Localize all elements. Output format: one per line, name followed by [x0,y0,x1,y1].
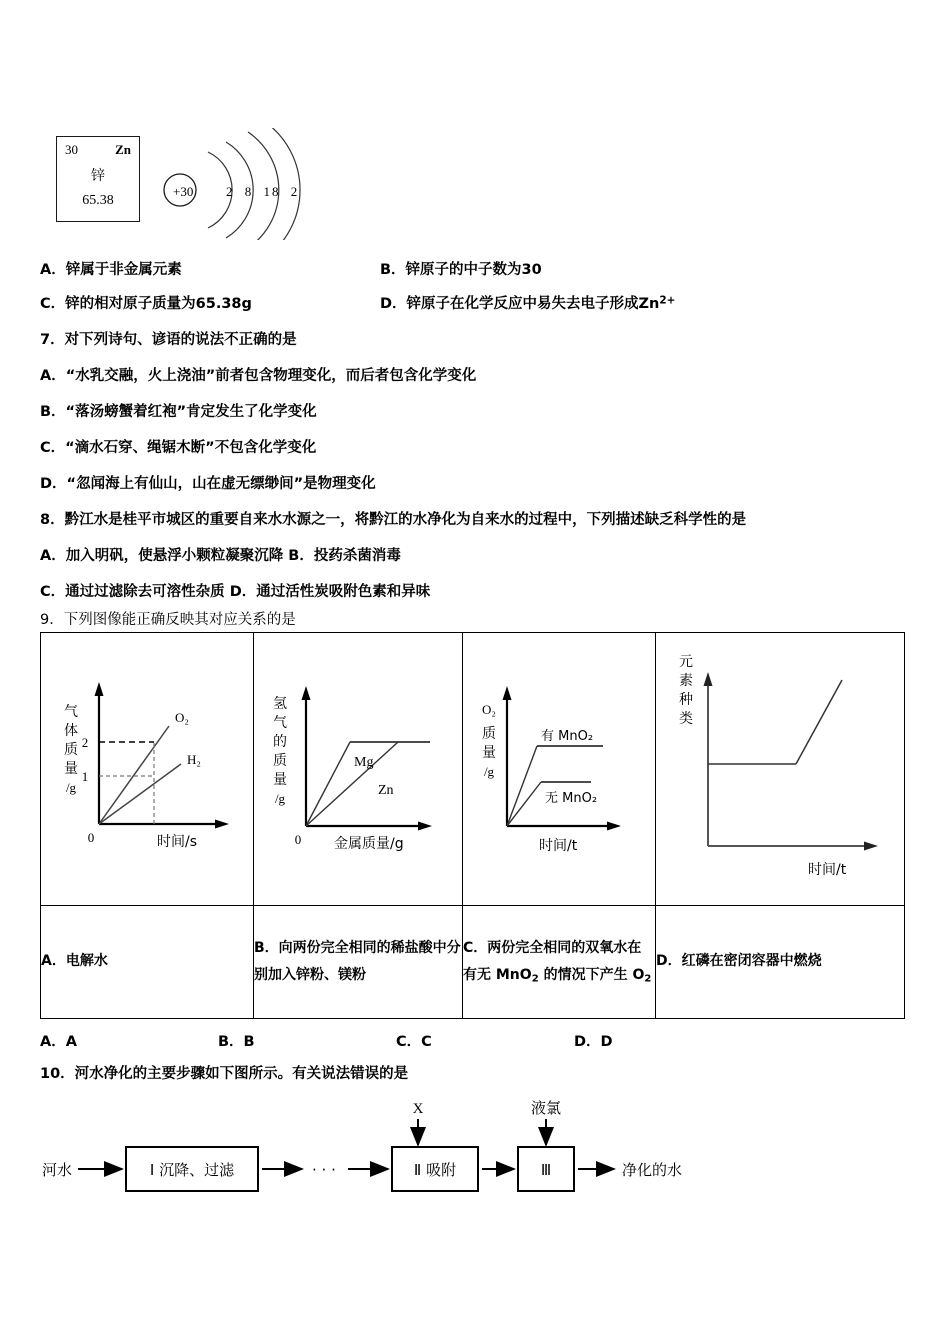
shell-count-1: 2 [226,184,235,199]
q9-caption-b: B．向两份完全相同的稀盐酸中分别加入锌粉、镁粉 [254,906,463,1019]
q6-option-d [380,292,675,313]
q9-caption-c [463,906,656,1019]
svg-text:2: 2 [81,735,89,750]
svg-text:H₂: H₂ [187,752,201,767]
element-symbol: Zn [115,142,131,157]
q9-caption-c-line1: C．两份完全相同的双 [463,939,600,956]
svg-text:元: 元 [679,654,693,670]
q6-option-d-text: D．锌原子在化学反应中易失去电子形成Zn [380,296,660,312]
svg-text:素: 素 [679,673,693,689]
q9-caption-c-line2-post: 的情 [538,967,572,983]
q7-stem: 7．对下列诗句、谚语的说法不正确的是 [40,332,297,348]
flow-output-label: 净化的水 [622,1161,683,1179]
q10-stem: 10．河水净化的主要步骤如下图所示。有关说法错误的是 [40,1066,409,1082]
flow-input-label: 河水 [42,1161,73,1179]
q10-purification-flowchart [30,1095,710,1210]
q9-chart-cell-b [254,633,463,906]
svg-text:质: 质 [64,742,78,758]
q9-caption-c-sub-1: 2 [531,973,539,985]
svg-text:的: 的 [273,734,287,750]
svg-text:O₂: O₂ [175,710,189,725]
zinc-atom-figure [56,128,356,240]
q9-caption-c-line3-pre: 况下产生 O [571,967,645,983]
element-card-box [56,136,140,222]
svg-text:Zn: Zn [378,783,394,798]
flow-ellipsis: · · · [312,1161,336,1179]
shell-count-2: 8 [244,184,254,199]
flow-box-step3-label: Ⅲ [540,1161,552,1179]
q6-option-a: A．锌属于非金属元素 [40,262,182,278]
q7-option-b: B．“落汤螃蟹着红袍”肯定发生了化学变化 [40,404,317,420]
svg-text:/g: /g [65,780,77,795]
q8-stem: 8．黔江水是桂平市城区的重要自来水水源之一，将黔江的水净化为自来水的过程中，下列描述缺乏科学性的是 [40,512,747,528]
svg-text:Mg: Mg [354,755,374,770]
svg-text:氢: 氢 [273,696,287,712]
q7-option-c: C．“滴水石穿、绳锯木断”不包含化学变化 [40,440,317,456]
flow-box-step1-label: Ⅰ 沉降、过滤 [149,1161,235,1179]
q9-answer-c: C．C [396,1034,432,1050]
shell-count-4: 2 [290,184,300,199]
svg-text:质: 质 [273,753,287,769]
q9-chart-cell-d [656,633,905,906]
q9-caption-d: D．红磷在密闭容器中燃烧 [656,906,905,1019]
q9-caption-c-line2-pre: 氧水在有无 MnO [463,939,642,983]
q9-caption-a: A．电解水 [41,906,254,1019]
q9-answer-a: A．A [40,1034,77,1050]
q8-options-line-2: C．通过过滤除去可溶性杂质 D．通过活性炭吸附色素和异味 [40,584,431,600]
svg-text:时间/t: 时间/t [808,862,847,878]
shell-electron-counts [226,184,304,200]
q9-chart-row [41,633,905,906]
q8-options-line-1: A．加入明矾，使悬浮小颗粒凝聚沉降 B．投药杀菌消毒 [40,548,401,564]
svg-text:气: 气 [273,715,287,731]
svg-text:类: 类 [679,711,693,727]
svg-text:量: 量 [64,761,78,777]
svg-text:时间/s: 时间/s [157,834,198,850]
atomic-number: 30 [65,142,78,157]
q9-answer-b: B．B [218,1034,255,1050]
q9-chart-cell-a [41,633,254,906]
chart-c-peroxide-mno2 [463,634,653,904]
q7-option-d: D．“忽闻海上有仙山，山在虚无缥缈间”是物理变化 [40,476,376,492]
flow-addition-chlorine-label: 液氯 [530,1099,562,1117]
q9-caption-c-sub-2: 2 [644,973,652,985]
svg-text:/g: /g [274,791,286,806]
svg-text:气: 气 [64,704,78,720]
flowchart-svg [30,1095,690,1210]
svg-text:/g: /g [483,764,495,779]
svg-text:体: 体 [64,723,78,739]
svg-text:量: 量 [273,772,287,788]
svg-text:0: 0 [87,830,95,845]
chart-a-electrolysis [41,634,251,904]
svg-text:有 MnO₂: 有 MnO₂ [541,729,594,744]
q7-option-a: A．“水乳交融，火上浇油”前者包含物理变化，而后者包含化学变化 [40,368,477,384]
q6-option-b: B．锌原子的中子数为30 [380,262,542,278]
shell-count-3: 18 [263,184,281,199]
q9-graph-table [40,632,905,1019]
q9-caption-row [41,906,905,1019]
flow-addition-x-label: X [412,1101,424,1117]
q6-option-d-charge: 2+ [659,294,676,307]
flow-box-step2-label: Ⅱ 吸附 [413,1161,457,1179]
nucleus-charge-label: +30 [173,184,194,199]
svg-text:时间/t: 时间/t [539,838,578,854]
svg-text:种: 种 [679,692,693,708]
element-name-cn: 锌 [91,168,105,184]
svg-text:质: 质 [482,726,496,742]
svg-text:量: 量 [482,745,496,761]
svg-text:O₂: O₂ [482,702,496,717]
q9-chart-cell-c [463,633,656,906]
element-card-top-row [57,142,139,158]
relative-atomic-mass: 65.38 [82,193,114,208]
chart-b-metal-acid [254,634,460,904]
chart-d-element-kinds [656,634,902,904]
q9-answer-d: D．D [574,1034,613,1050]
svg-text:1: 1 [81,769,89,784]
q9-stem: 9．下列图像能正确反映其对应关系的是 [40,612,296,628]
svg-text:无 MnO₂: 无 MnO₂ [545,791,598,806]
q6-option-c: C．锌的相对原子质量为65.38g [40,296,252,312]
svg-text:0: 0 [294,832,302,847]
svg-text:金属质量/g: 金属质量/g [334,836,404,852]
